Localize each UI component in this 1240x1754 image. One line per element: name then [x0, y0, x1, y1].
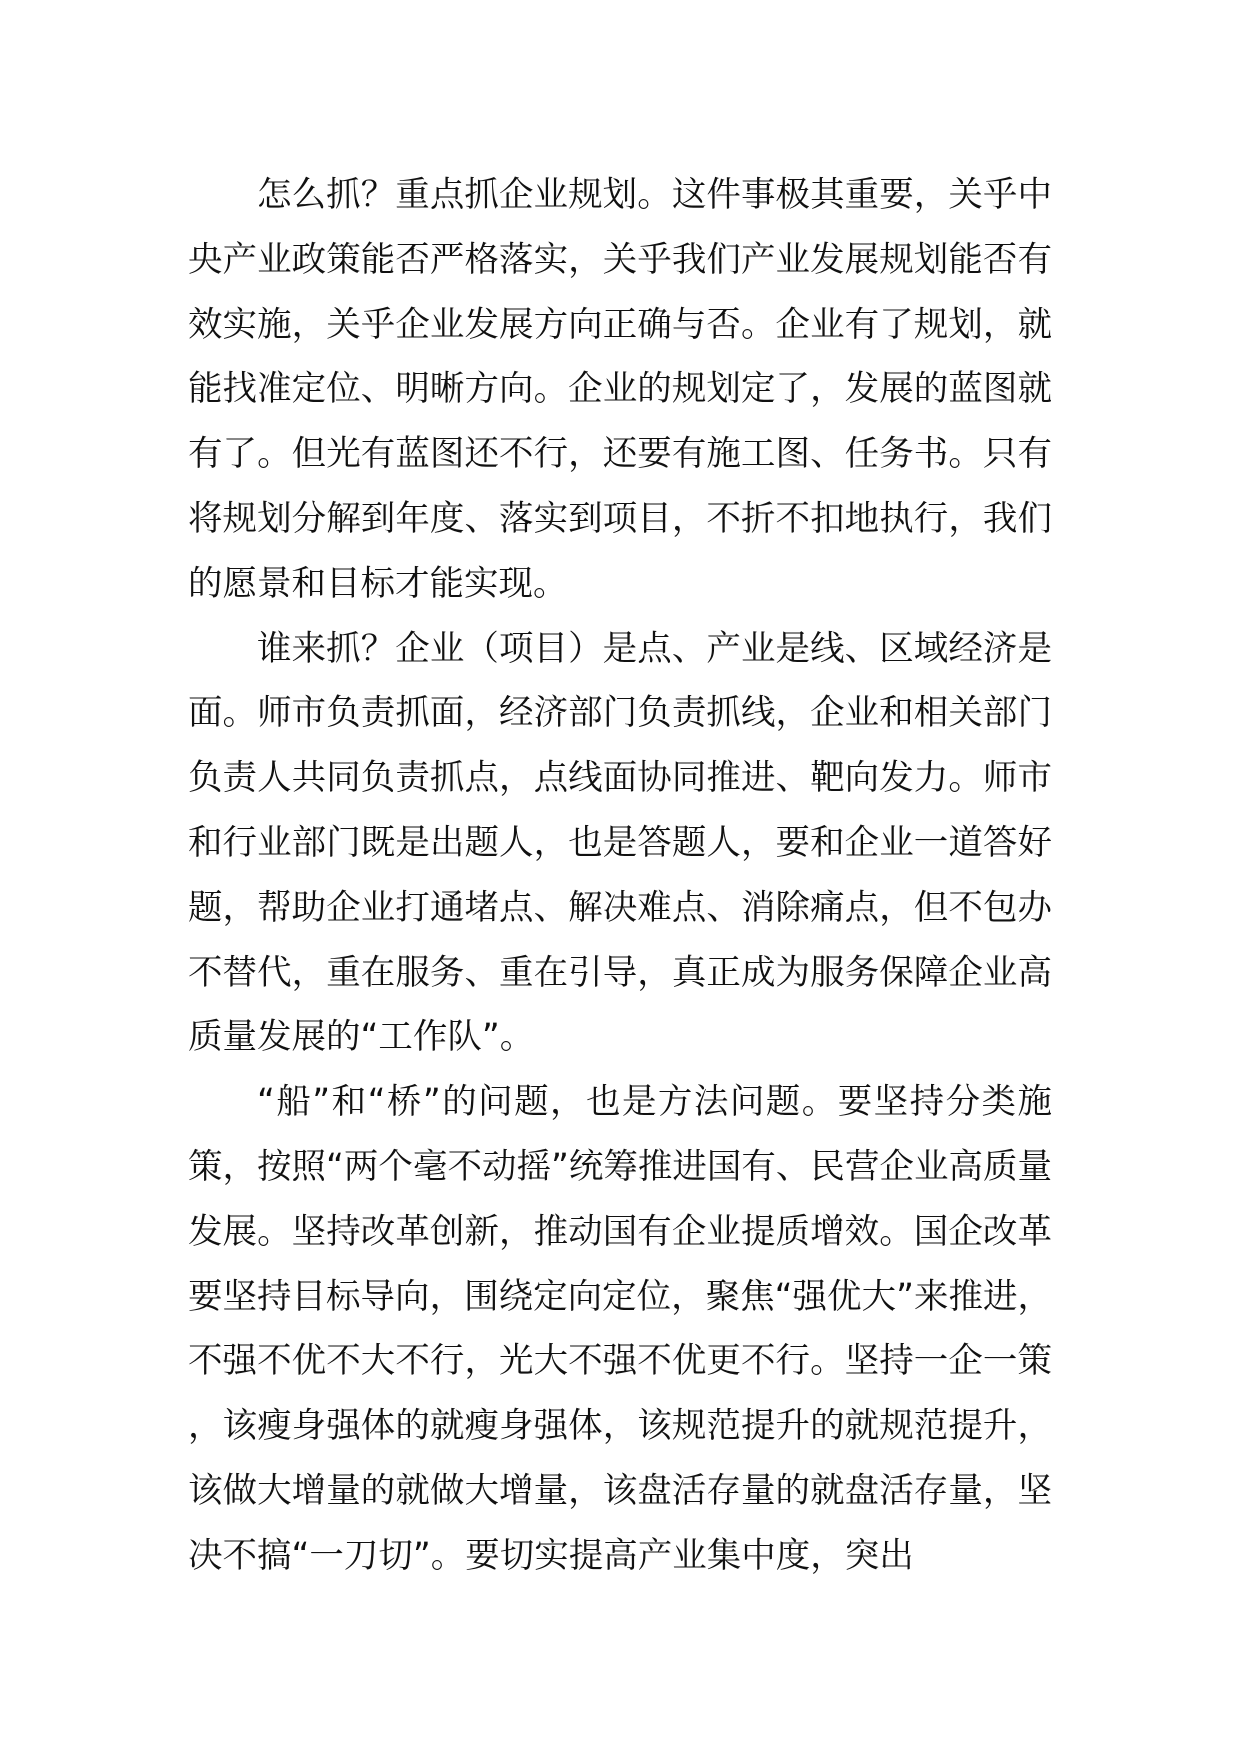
paragraph-method: “船”和“桥”的问题，也是方法问题。要坚持分类施策，按照“两个毫不动摇”统筹推进国有、民营企业高质量发展。坚持改革创新，推动国有企业提质增效。国企改革要坚持目标导向，围绕定向定位，聚焦“强优大”来推进，不强不优不大不行，光大不强不优更不行。坚持一企一策，该瘦身强体的就瘦身强体，该规范提升的就规范提升，该做大增量的就做大增量，该盘活存量的就盘活存量，坚决不搞“一刀切”。要切实提高产业集中度，突出	[188, 1082, 1052, 1576]
paragraph-who-grasps: 谁来抓？企业（项目）是点、产业是线、区域经济是面。师市负责抓面，经济部门负责抓线，企业和相关部门负责人共同负责抓点，点线面协同推进、靶向发力。师市和行业部门既是出题人，也是答题人，要和企业一道答好题，帮助企业打通堵点、解决难点、消除痛点，但不包办不替代，重在服务、重在引导，真正成为服务保障企业高质量发展的“工作队”。	[188, 628, 1052, 1058]
document-body	[188, 163, 1052, 1589]
paragraph-how-to-grasp: 怎么抓？重点抓企业规划。这件事极其重要，关乎中央产业政策能否严格落实，关乎我们产业发展规划能否有效实施，关乎企业发展方向正确与否。企业有了规划，就能找准定位、明晰方向。企业的规划定了，发展的蓝图就有了。但光有蓝图还不行，还要有施工图、任务书。只有将规划分解到年度、落实到项目，不折不扣地执行，我们的愿景和目标才能实现。	[188, 175, 1052, 604]
